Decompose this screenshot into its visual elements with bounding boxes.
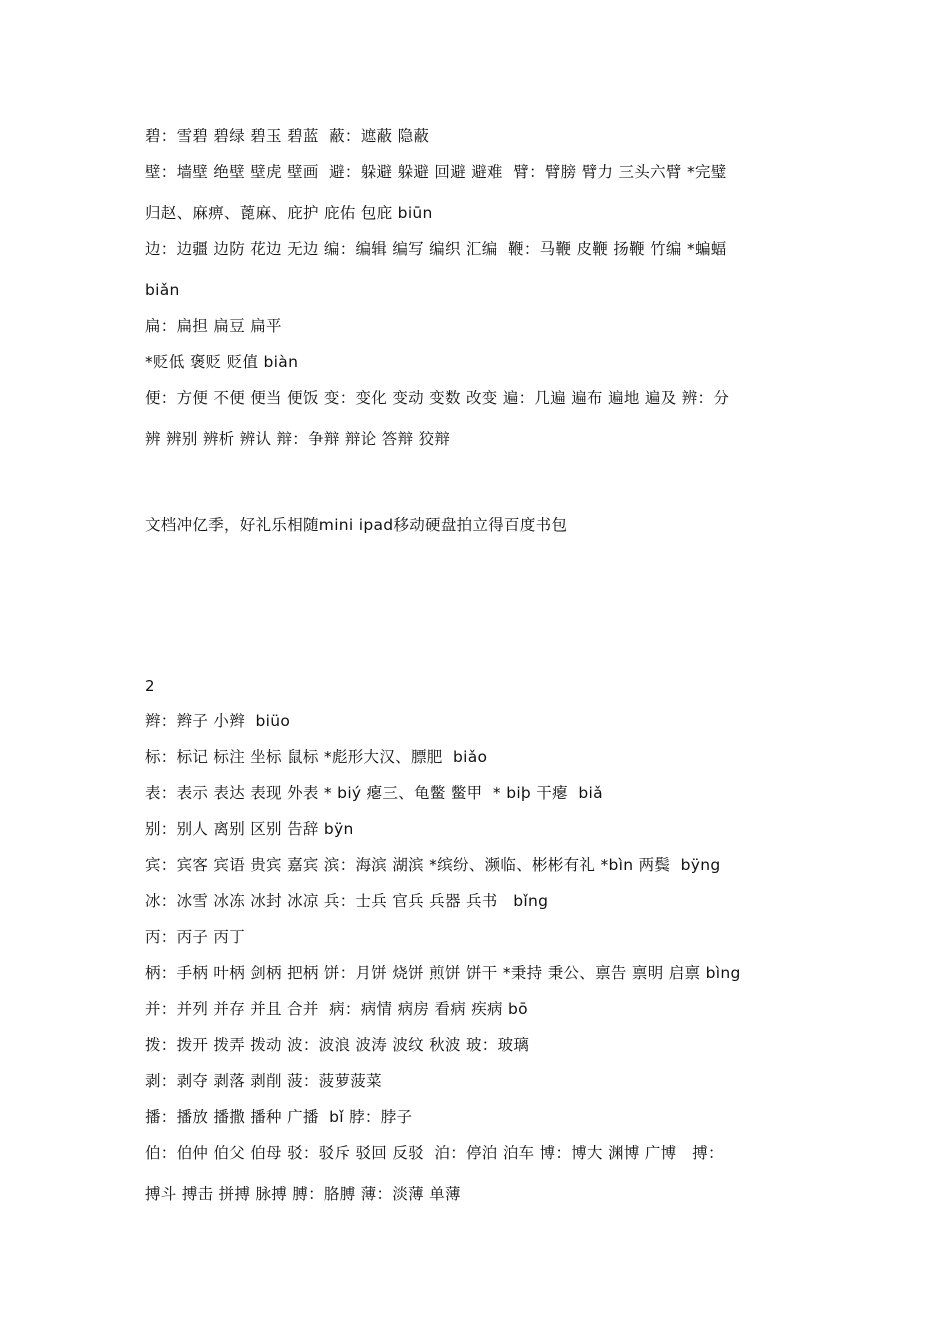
text-line: 冰：冰雪 冰冻 冰封 冰凉 兵：士兵 官兵 兵器 兵书 bǐng [145,892,549,910]
text-line: 辨 辨别 辨析 辨认 辩：争辩 辩论 答辩 狡辩 [145,430,451,448]
text-line: 搏斗 搏击 拼搏 脉搏 膊：胳膊 薄：淡薄 单薄 [145,1185,461,1203]
text-line: 丙：丙子 丙丁 [145,928,246,946]
text-line: 柄：手柄 叶柄 剑柄 把柄 饼：月饼 烧饼 煎饼 饼干 *秉持 秉公、禀告 禀明 启禀 bìng [145,964,741,982]
text-line: 剥：剥夺 剥落 剥削 菠：菠萝菠菜 [145,1072,382,1090]
text-line: 宾：宾客 宾语 贵宾 嘉宾 滨：海滨 湖滨 *缤纷、濒临、彬彬有礼 *bìn 两鬓 bÿng [145,856,721,874]
text-line: biǎn [145,281,180,299]
page-number: 2 [145,677,155,695]
text-line: 别：别人 离别 区别 告辞 bÿn [145,820,354,838]
promo-text: 文档冲亿季，好礼乐相随mini ipad移动硬盘拍立得百度书包 [145,516,568,534]
text-line: 便：方便 不便 便当 便饭 变：变化 变动 变数 改变 遍：几遍 遍布 遍地 遍及 辨：分 [145,389,730,407]
text-line: 边：边疆 边防 花边 无边 编：编辑 编写 编织 汇编 鞭：马鞭 皮鞭 扬鞭 竹编 *蝙蝠 [145,240,727,258]
text-line: 辫：辫子 小辫 biüo [145,712,291,730]
text-line: *贬低 褒贬 贬值 biàn [145,353,299,371]
text-line: 扁：扁担 扁豆 扁平 [145,317,282,335]
text-line: 壁：墙壁 绝壁 壁虎 壁画 避：躲避 躲避 回避 避难 臂：臂膀 臂力 三头六臂 *完璧 [145,163,727,181]
text-line: 标：标记 标注 坐标 鼠标 *彪形大汉、膘肥 biǎo [145,748,488,766]
text-line: 拨：拨开 拨弄 拨动 波：波浪 波涛 波纹 秋波 玻：玻璃 [145,1036,530,1054]
text-line: 表：表示 表达 表现 外表 * biý 瘪三、龟鳖 鳖甲 * biþ 干瘪 biǎ [145,784,603,802]
text-line: 归赵、麻痹、蓖麻、庇护 庇佑 包庇 biūn [145,204,433,222]
text-line: 播：播放 播撒 播种 广播 bǐ 脖：脖子 [145,1108,413,1126]
text-line: 并：并列 并存 并且 合并 病：病情 病房 看病 疾病 bō [145,1000,528,1018]
text-line: 伯：伯仲 伯父 伯母 驳：驳斥 驳回 反驳 泊：停泊 泊车 博：博大 渊博 广博 搏： [145,1144,724,1162]
text-line: 碧：雪碧 碧绿 碧玉 碧蓝 蔽：遮蔽 隐蔽 [145,127,430,145]
